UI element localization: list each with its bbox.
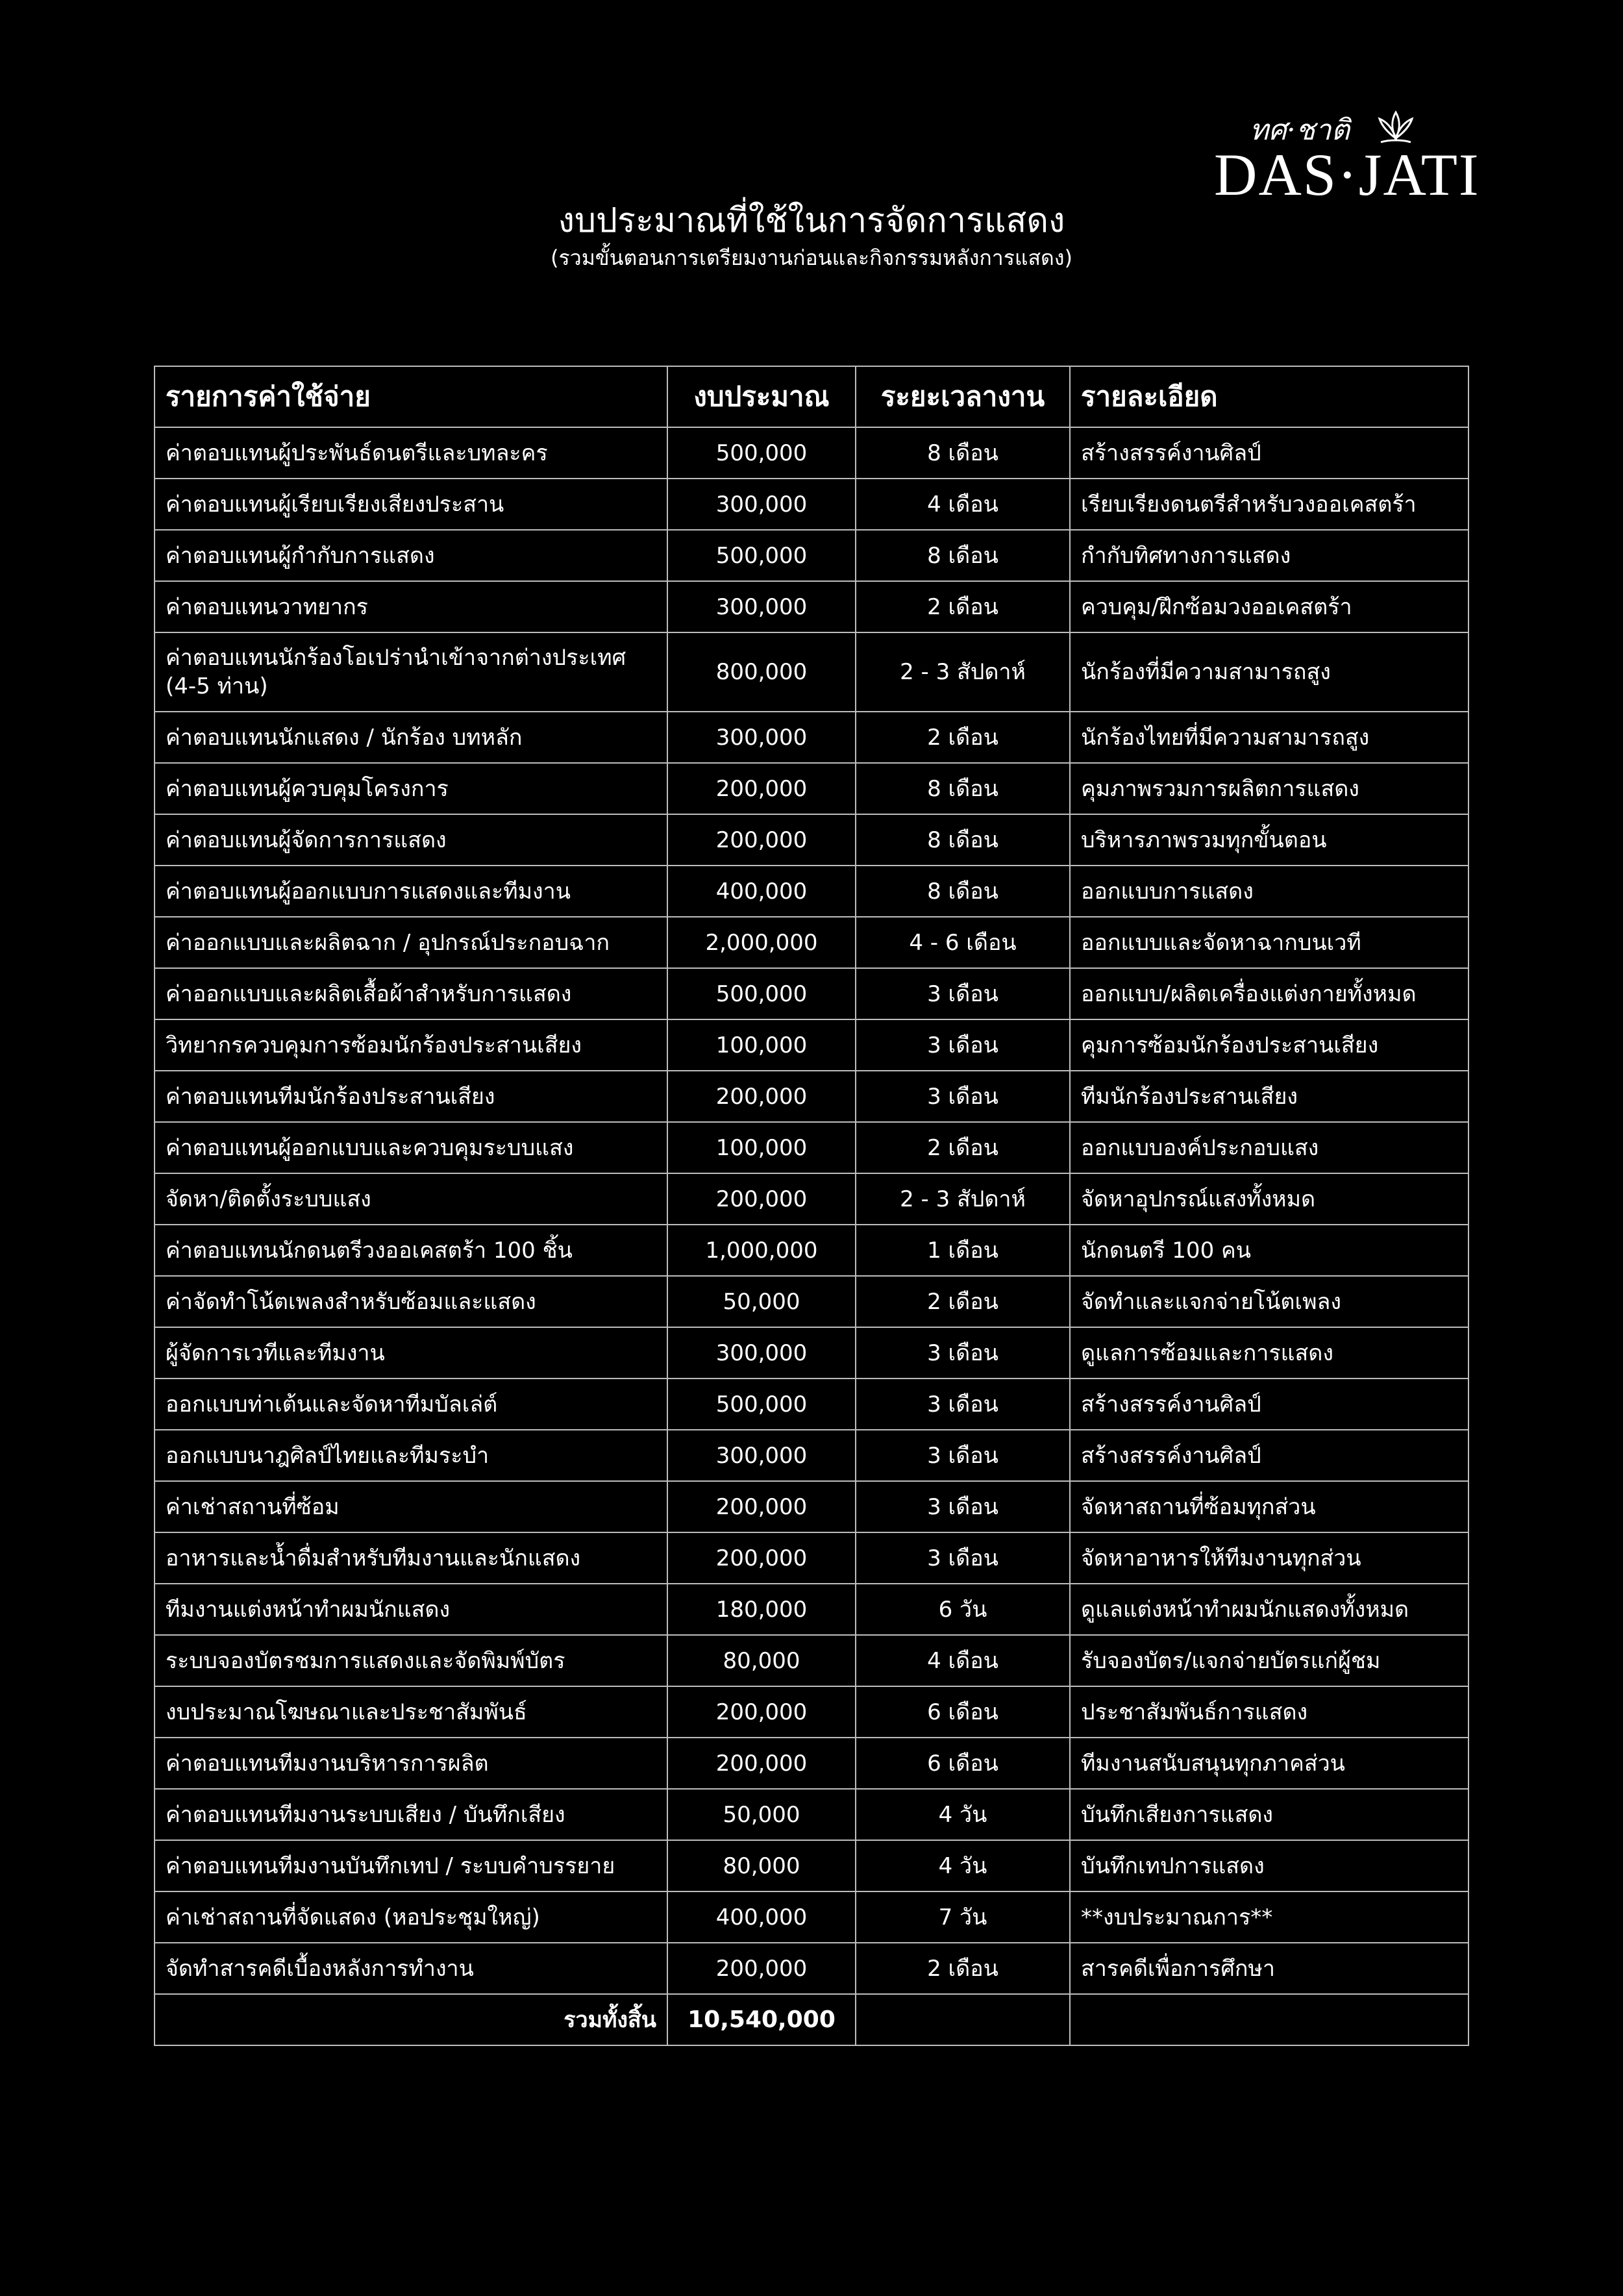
table-row bbox=[155, 712, 1468, 763]
cell-budget: 200,000 bbox=[667, 1481, 856, 1532]
cell-detail: นักร้องไทยที่มีความสามารถสูง bbox=[1070, 712, 1468, 763]
table-row bbox=[155, 1276, 1468, 1327]
cell-duration: 8 เดือน bbox=[856, 814, 1070, 866]
cell-item: ค่าตอบแทนผู้เรียบเรียงเสียงประสาน bbox=[155, 479, 667, 530]
cell-duration: 7 วัน bbox=[856, 1891, 1070, 1943]
cell-item: ค่าตอบแทนผู้ควบคุมโครงการ bbox=[155, 763, 667, 814]
cell-item: ออกแบบท่าเต้นและจัดหาทีมบัลเล่ต์ bbox=[155, 1379, 667, 1430]
cell-detail: คุมการซ้อมนักร้องประสานเสียง bbox=[1070, 1019, 1468, 1071]
cell-item: งบประมาณโฆษณาและประชาสัมพันธ์ bbox=[155, 1686, 667, 1738]
cell-item: ค่าตอบแทนวาทยากร bbox=[155, 581, 667, 632]
column-header-detail: รายละเอียด bbox=[1070, 366, 1468, 427]
page-subtitle: (รวมขั้นตอนการเตรียมงานก่อนและกิจกรรมหลังการแสดง) bbox=[551, 245, 1072, 270]
cell-budget: 2,000,000 bbox=[667, 917, 856, 968]
cell-detail: จัดหาอุปกรณ์แสงทั้งหมด bbox=[1070, 1173, 1468, 1225]
cell-budget: 500,000 bbox=[667, 968, 856, 1019]
table-row bbox=[155, 1738, 1468, 1789]
cell-item: ค่าออกแบบและผลิตฉาก / อุปกรณ์ประกอบฉาก bbox=[155, 917, 667, 968]
cell-detail: บันทึกเสียงการแสดง bbox=[1070, 1789, 1468, 1840]
table-row bbox=[155, 1122, 1468, 1173]
cell-budget: 200,000 bbox=[667, 1943, 856, 1994]
total-label: รวมทั้งสิ้น bbox=[155, 1994, 667, 2045]
cell-item: ค่าตอบแทนทีมงานระบบเสียง / บันทึกเสียง bbox=[155, 1789, 667, 1840]
cell-budget: 200,000 bbox=[667, 763, 856, 814]
cell-budget: 100,000 bbox=[667, 1019, 856, 1071]
total-empty-duration bbox=[856, 1994, 1070, 2045]
cell-duration: 4 - 6 เดือน bbox=[856, 917, 1070, 968]
cell-detail: เรียบเรียงดนตรีสำหรับวงออเคสตร้า bbox=[1070, 479, 1468, 530]
table-total-row bbox=[155, 1994, 1468, 2045]
table-row bbox=[155, 1173, 1468, 1225]
table-row bbox=[155, 1225, 1468, 1276]
cell-detail: คุมภาพรวมการผลิตการแสดง bbox=[1070, 763, 1468, 814]
cell-detail: ออกแบบ/ผลิตเครื่องแต่งกายทั้งหมด bbox=[1070, 968, 1468, 1019]
table-row bbox=[155, 479, 1468, 530]
table-row bbox=[155, 1840, 1468, 1891]
cell-duration: 2 - 3 สัปดาห์ bbox=[856, 1173, 1070, 1225]
cell-duration: 8 เดือน bbox=[856, 427, 1070, 479]
cell-detail: สร้างสรรค์งานศิลป์ bbox=[1070, 1430, 1468, 1481]
cell-budget: 400,000 bbox=[667, 1891, 856, 1943]
table-row bbox=[155, 1071, 1468, 1122]
cell-duration: 2 เดือน bbox=[856, 581, 1070, 632]
cell-item: อาหารและน้ำดื่มสำหรับทีมงานและนักแสดง bbox=[155, 1532, 667, 1584]
cell-detail: รับจองบัตร/แจกจ่ายบัตรแก่ผู้ชม bbox=[1070, 1635, 1468, 1686]
cell-duration: 2 เดือน bbox=[856, 712, 1070, 763]
das-jati-logo bbox=[1214, 107, 1480, 211]
cell-detail: ประชาสัมพันธ์การแสดง bbox=[1070, 1686, 1468, 1738]
cell-detail: ดูแลแต่งหน้าทำผมนักแสดงทั้งหมด bbox=[1070, 1584, 1468, 1635]
cell-budget: 200,000 bbox=[667, 1686, 856, 1738]
cell-duration: 8 เดือน bbox=[856, 866, 1070, 917]
cell-duration: 3 เดือน bbox=[856, 1327, 1070, 1379]
cell-budget: 100,000 bbox=[667, 1122, 856, 1173]
cell-budget: 300,000 bbox=[667, 1430, 856, 1481]
table-row bbox=[155, 1635, 1468, 1686]
cell-duration: 3 เดือน bbox=[856, 1481, 1070, 1532]
cell-item: ค่าตอบแทนทีมงานบริหารการผลิต bbox=[155, 1738, 667, 1789]
cell-duration: 2 - 3 สัปดาห์ bbox=[856, 632, 1070, 712]
table-row bbox=[155, 1891, 1468, 1943]
table-row bbox=[155, 632, 1468, 712]
table-row bbox=[155, 763, 1468, 814]
cell-budget: 80,000 bbox=[667, 1635, 856, 1686]
table-row bbox=[155, 581, 1468, 632]
cell-item: ค่าออกแบบและผลิตเสื้อผ้าสำหรับการแสดง bbox=[155, 968, 667, 1019]
cell-duration: 4 วัน bbox=[856, 1789, 1070, 1840]
cell-budget: 300,000 bbox=[667, 479, 856, 530]
cell-duration: 4 วัน bbox=[856, 1840, 1070, 1891]
page-title: งบประมาณที่ใช้ในการจัดการแสดง bbox=[558, 201, 1065, 240]
cell-detail: จัดหาสถานที่ซ้อมทุกส่วน bbox=[1070, 1481, 1468, 1532]
cell-item: ค่าตอบแทนผู้กำกับการแสดง bbox=[155, 530, 667, 581]
cell-item: ค่าตอบแทนผู้ออกแบบการแสดงและทีมงาน bbox=[155, 866, 667, 917]
cell-duration: 6 เดือน bbox=[856, 1686, 1070, 1738]
cell-budget: 300,000 bbox=[667, 581, 856, 632]
table-row bbox=[155, 1481, 1468, 1532]
cell-duration: 3 เดือน bbox=[856, 1379, 1070, 1430]
cell-detail: บริหารภาพรวมทุกขั้นตอน bbox=[1070, 814, 1468, 866]
page-header bbox=[0, 198, 1623, 272]
cell-detail: บันทึกเทปการแสดง bbox=[1070, 1840, 1468, 1891]
table-row bbox=[155, 1686, 1468, 1738]
table-row bbox=[155, 814, 1468, 866]
cell-duration: 3 เดือน bbox=[856, 1532, 1070, 1584]
cell-budget: 50,000 bbox=[667, 1789, 856, 1840]
cell-budget: 300,000 bbox=[667, 712, 856, 763]
cell-detail: จัดทำและแจกจ่ายโน้ตเพลง bbox=[1070, 1276, 1468, 1327]
cell-budget: 180,000 bbox=[667, 1584, 856, 1635]
cell-budget: 400,000 bbox=[667, 866, 856, 917]
table-row bbox=[155, 968, 1468, 1019]
cell-duration: 3 เดือน bbox=[856, 1071, 1070, 1122]
cell-budget: 300,000 bbox=[667, 1327, 856, 1379]
cell-duration: 4 เดือน bbox=[856, 479, 1070, 530]
cell-item: ค่าตอบแทนนักร้องโอเปร่านำเข้าจากต่างประเทศ (4-5 ท่าน) bbox=[155, 632, 667, 712]
table-row bbox=[155, 1327, 1468, 1379]
cell-budget: 500,000 bbox=[667, 1379, 856, 1430]
cell-item: ค่าตอบแทนนักดนตรีวงออเคสตร้า 100 ชิ้น bbox=[155, 1225, 667, 1276]
cell-budget: 200,000 bbox=[667, 1071, 856, 1122]
cell-budget: 500,000 bbox=[667, 530, 856, 581]
cell-item: ค่าตอบแทนผู้ประพันธ์ดนตรีและบทละคร bbox=[155, 427, 667, 479]
cell-detail: นักดนตรี 100 คน bbox=[1070, 1225, 1468, 1276]
total-empty-detail bbox=[1070, 1994, 1468, 2045]
table-row bbox=[155, 917, 1468, 968]
cell-item: ทีมงานแต่งหน้าทำผมนักแสดง bbox=[155, 1584, 667, 1635]
cell-detail: ควบคุม/ฝึกซ้อมวงออเคสตร้า bbox=[1070, 581, 1468, 632]
cell-duration: 6 เดือน bbox=[856, 1738, 1070, 1789]
cell-detail: สร้างสรรค์งานศิลป์ bbox=[1070, 427, 1468, 479]
cell-detail: ทีมงานสนับสนุนทุกภาคส่วน bbox=[1070, 1738, 1468, 1789]
cell-duration: 4 เดือน bbox=[856, 1635, 1070, 1686]
cell-duration: 3 เดือน bbox=[856, 1430, 1070, 1481]
cell-budget: 50,000 bbox=[667, 1276, 856, 1327]
cell-item: ค่าตอบแทนผู้จัดการการแสดง bbox=[155, 814, 667, 866]
cell-detail: กำกับทิศทางการแสดง bbox=[1070, 530, 1468, 581]
cell-duration: 6 วัน bbox=[856, 1584, 1070, 1635]
cell-budget: 200,000 bbox=[667, 814, 856, 866]
column-header-budget: งบประมาณ bbox=[667, 366, 856, 427]
cell-detail: สร้างสรรค์งานศิลป์ bbox=[1070, 1379, 1468, 1430]
cell-item: ค่าตอบแทนนักแสดง / นักร้อง บทหลัก bbox=[155, 712, 667, 763]
table-row bbox=[155, 1789, 1468, 1840]
table-row bbox=[155, 530, 1468, 581]
cell-budget: 80,000 bbox=[667, 1840, 856, 1891]
cell-item: จัดทำสารคดีเบื้องหลังการทำงาน bbox=[155, 1943, 667, 1994]
cell-detail: ออกแบบองค์ประกอบแสง bbox=[1070, 1122, 1468, 1173]
logo-script-text: ทศ·ชาติ bbox=[1250, 114, 1350, 147]
cell-budget: 500,000 bbox=[667, 427, 856, 479]
cell-item: ค่าเช่าสถานที่จัดแสดง (หอประชุมใหญ่) bbox=[155, 1891, 667, 1943]
cell-budget: 200,000 bbox=[667, 1532, 856, 1584]
cell-item: ผู้จัดการเวทีและทีมงาน bbox=[155, 1327, 667, 1379]
cell-detail: ออกแบบและจัดหาฉากบนเวที bbox=[1070, 917, 1468, 968]
total-value: 10,540,000 bbox=[667, 1994, 856, 2045]
table-row bbox=[155, 1584, 1468, 1635]
cell-duration: 2 เดือน bbox=[856, 1276, 1070, 1327]
table-row bbox=[155, 1379, 1468, 1430]
cell-detail: สารคดีเพื่อการศึกษา bbox=[1070, 1943, 1468, 1994]
cell-duration: 3 เดือน bbox=[856, 1019, 1070, 1071]
cell-item: วิทยากรควบคุมการซ้อมนักร้องประสานเสียง bbox=[155, 1019, 667, 1071]
cell-item: ค่าตอบแทนทีมงานบันทึกเทป / ระบบคำบรรยาย bbox=[155, 1840, 667, 1891]
cell-item: ออกแบบนาฎศิลป์ไทยและทีมระบำ bbox=[155, 1430, 667, 1481]
cell-detail: **งบประมาณการ** bbox=[1070, 1891, 1468, 1943]
column-header-duration: ระยะเวลางาน bbox=[856, 366, 1070, 427]
table-row bbox=[155, 1532, 1468, 1584]
cell-item: ค่าเช่าสถานที่ซ้อม bbox=[155, 1481, 667, 1532]
table-row bbox=[155, 1019, 1468, 1071]
cell-duration: 8 เดือน bbox=[856, 530, 1070, 581]
cell-duration: 3 เดือน bbox=[856, 968, 1070, 1019]
cell-duration: 1 เดือน bbox=[856, 1225, 1070, 1276]
table-row bbox=[155, 427, 1468, 479]
cell-budget: 200,000 bbox=[667, 1173, 856, 1225]
cell-item: ค่าจัดทำโน้ตเพลงสำหรับซ้อมและแสดง bbox=[155, 1276, 667, 1327]
table-row bbox=[155, 1943, 1468, 1994]
logo-wordmark: DAS·JATI bbox=[1214, 142, 1480, 208]
column-header-item: รายการค่าใช้จ่าย bbox=[155, 366, 667, 427]
table-header-row bbox=[155, 366, 1468, 427]
cell-duration: 2 เดือน bbox=[856, 1943, 1070, 1994]
cell-duration: 8 เดือน bbox=[856, 763, 1070, 814]
table-row bbox=[155, 1430, 1468, 1481]
cell-detail: ทีมนักร้องประสานเสียง bbox=[1070, 1071, 1468, 1122]
cell-detail: นักร้องที่มีความสามารถสูง bbox=[1070, 632, 1468, 712]
cell-item: จัดหา/ติดตั้งระบบแสง bbox=[155, 1173, 667, 1225]
cell-item: ค่าตอบแทนทีมนักร้องประสานเสียง bbox=[155, 1071, 667, 1122]
cell-budget: 200,000 bbox=[667, 1738, 856, 1789]
budget-table bbox=[154, 366, 1469, 2046]
cell-budget: 800,000 bbox=[667, 632, 856, 712]
cell-detail: จัดหาอาหารให้ทีมงานทุกส่วน bbox=[1070, 1532, 1468, 1584]
cell-item: ระบบจองบัตรชมการแสดงและจัดพิมพ์บัตร bbox=[155, 1635, 667, 1686]
cell-detail: ออกแบบการแสดง bbox=[1070, 866, 1468, 917]
table-row bbox=[155, 866, 1468, 917]
cell-duration: 2 เดือน bbox=[856, 1122, 1070, 1173]
cell-budget: 1,000,000 bbox=[667, 1225, 856, 1276]
cell-item: ค่าตอบแทนผู้ออกแบบและควบคุมระบบแสง bbox=[155, 1122, 667, 1173]
cell-detail: ดูแลการซ้อมและการแสดง bbox=[1070, 1327, 1468, 1379]
